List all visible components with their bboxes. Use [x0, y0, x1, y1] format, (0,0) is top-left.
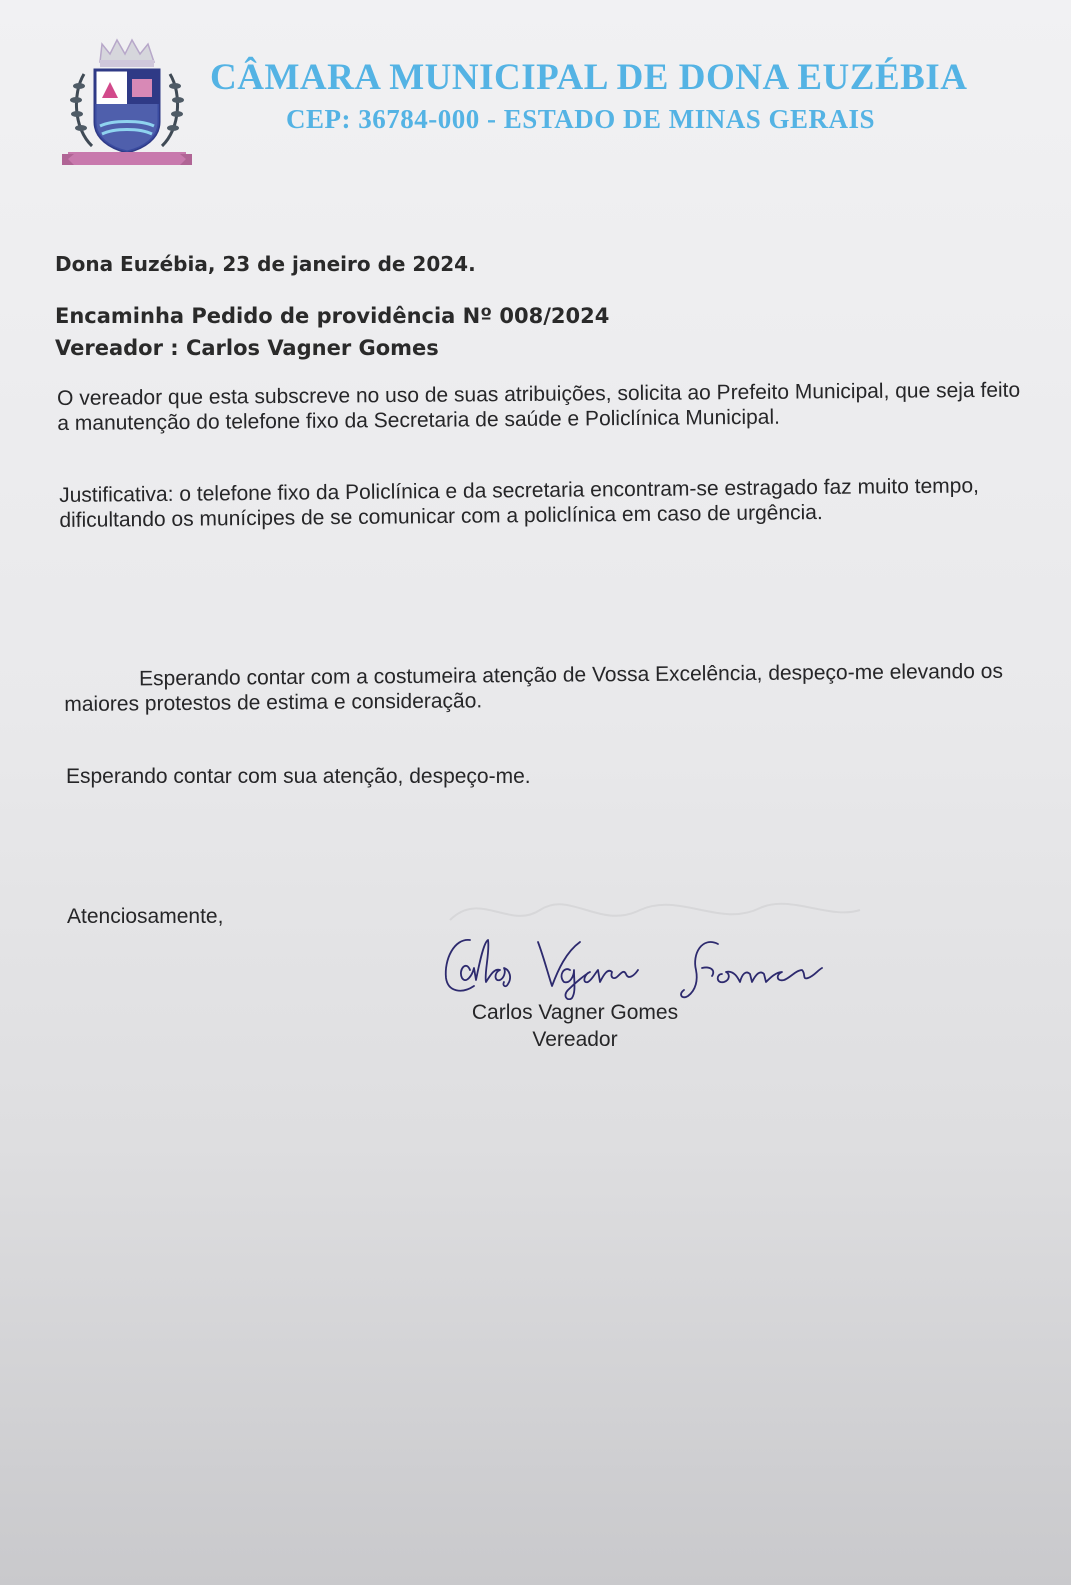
header-title: CÂMARA MUNICIPAL DE DONA EUZÉBIA	[210, 57, 968, 98]
courtesy-paragraph: Esperando contar com a costumeira atenção de Vossa Excelência, despeço-me elevando os maiores protestos de estima e consideração.	[64, 659, 1004, 716]
handwritten-signature	[440, 930, 830, 1000]
letter-subject	[55, 300, 955, 364]
subject-line-request: Encaminha Pedido de providência Nº 008/2024	[55, 304, 610, 328]
request-paragraph: O vereador que esta subscreve no uso de suas atribuições, solicita ao Prefeito Municipal, que seja feito a manutenção do telefone fixo da Secretaria de saúde e Policlínica Municipal.	[57, 378, 1021, 435]
bleed-through-signature	[440, 880, 870, 940]
closing-salutation: Atenciosamente,	[67, 905, 224, 928]
signatory-role: Vereador	[532, 1028, 618, 1051]
signatory-name: Carlos Vagner Gomes	[471, 1001, 679, 1024]
justification-paragraph: Justificativa: o telefone fixo da Policlínica e da secretaria encontram-se estragado faz muito tempo, dificultando os munícipes de se comunicar com a policlínica em caso de urgência.	[59, 474, 980, 532]
header-subtitle: CEP: 36784-000 - ESTADO DE MINAS GERAIS	[286, 104, 876, 134]
subject-line-councilor: Vereador : Carlos Vagner Gomes	[55, 336, 439, 360]
closing-paragraph: Esperando contar com sua atenção, despeço-me.	[66, 765, 531, 788]
municipal-coat-of-arms-icon	[62, 34, 192, 169]
letter-date: Dona Euzébia, 23 de janeiro de 2024.	[55, 252, 476, 276]
